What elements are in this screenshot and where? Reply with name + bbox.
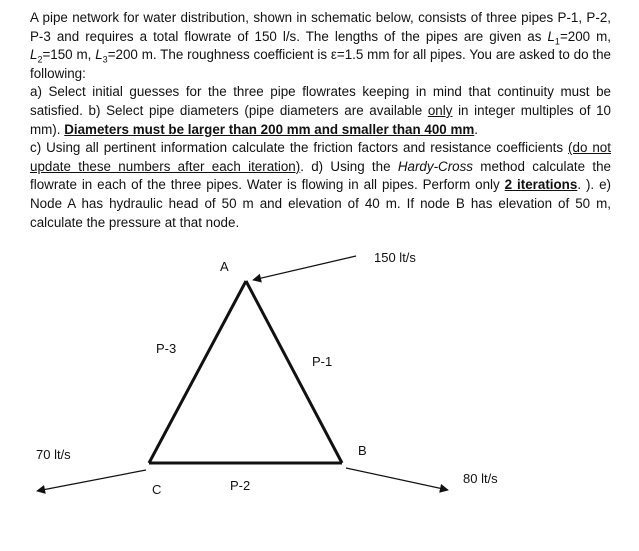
outflow-c-arrow (37, 470, 146, 491)
node-a-label: A (220, 259, 229, 274)
outflow-b-label: 80 lt/s (463, 471, 498, 486)
length-2-subscript: 2 (37, 54, 43, 65)
pipe-p1-line (246, 281, 342, 463)
inflow-label: 150 lt/s (374, 250, 416, 265)
task-c-text: c) Using all pertinent information calculate the friction factors and resistance coefficients (30, 140, 569, 156)
task-a-text: a) Select initial guesses for the three pipe flowrates keeping in mind that continuity must be satisfied. b) Select pipe diameters (pipe diameters are available (30, 84, 611, 118)
pipe-p3-line (149, 281, 246, 463)
task-e-text: . ). e) Node A has hydraulic head of 50 m and elevation of 40 m. If node B has elevation of 50 m, calculate the pressure at that node. (30, 177, 611, 230)
length-2-symbol: L (30, 47, 38, 63)
length-3-symbol: L (95, 47, 103, 63)
inflow-arrow (253, 256, 356, 280)
iterations-emphasis: 2 iterations (504, 177, 578, 193)
roughness-text: . The roughness coefficient is ε=1.5 mm for all pipes. You are asked to do the following: (30, 47, 611, 81)
length-2-value: =150 m, (42, 47, 96, 63)
length-3-subscript: 3 (102, 54, 108, 65)
no-update-note: (do not update these numbers after each iteration) (30, 140, 611, 174)
hardy-cross-term: Hardy-Cross (397, 158, 473, 174)
task-b-text: in integer multiples of 10 mm). (30, 102, 611, 137)
length-1-subscript: 1 (554, 36, 560, 47)
only-emphasis: only (427, 102, 453, 118)
period: . (474, 121, 479, 137)
node-c-label: C (152, 482, 162, 497)
outflow-c-label: 70 lt/s (36, 447, 71, 462)
outflow-b-arrow (346, 468, 448, 490)
diameter-requirement: Diameters must be larger than 200 mm and smaller than 400 mm (64, 121, 475, 137)
intro-text: A pipe network for water distribution, shown in schematic below, consists of three pipes P-1, P-2, P-3 and requires a total flowrate of 150 l/s. The lengths of the pipes are given as (30, 10, 611, 44)
length-1-symbol: L (547, 28, 555, 44)
pipe-p1-label: P-1 (312, 354, 333, 369)
task-d-text: . d) Using the (300, 158, 398, 174)
length-1-value: =200 m, (559, 28, 611, 44)
pipe-p3-label: P-3 (156, 341, 177, 356)
node-b-label: B (358, 443, 367, 458)
length-3-value: =200 m (107, 47, 153, 63)
task-d-continued: method calculate the flowrate in each of the three pipes. Water is flowing in all pipes. Perform only (30, 158, 612, 193)
pipe-p2-label: P-2 (230, 478, 251, 493)
